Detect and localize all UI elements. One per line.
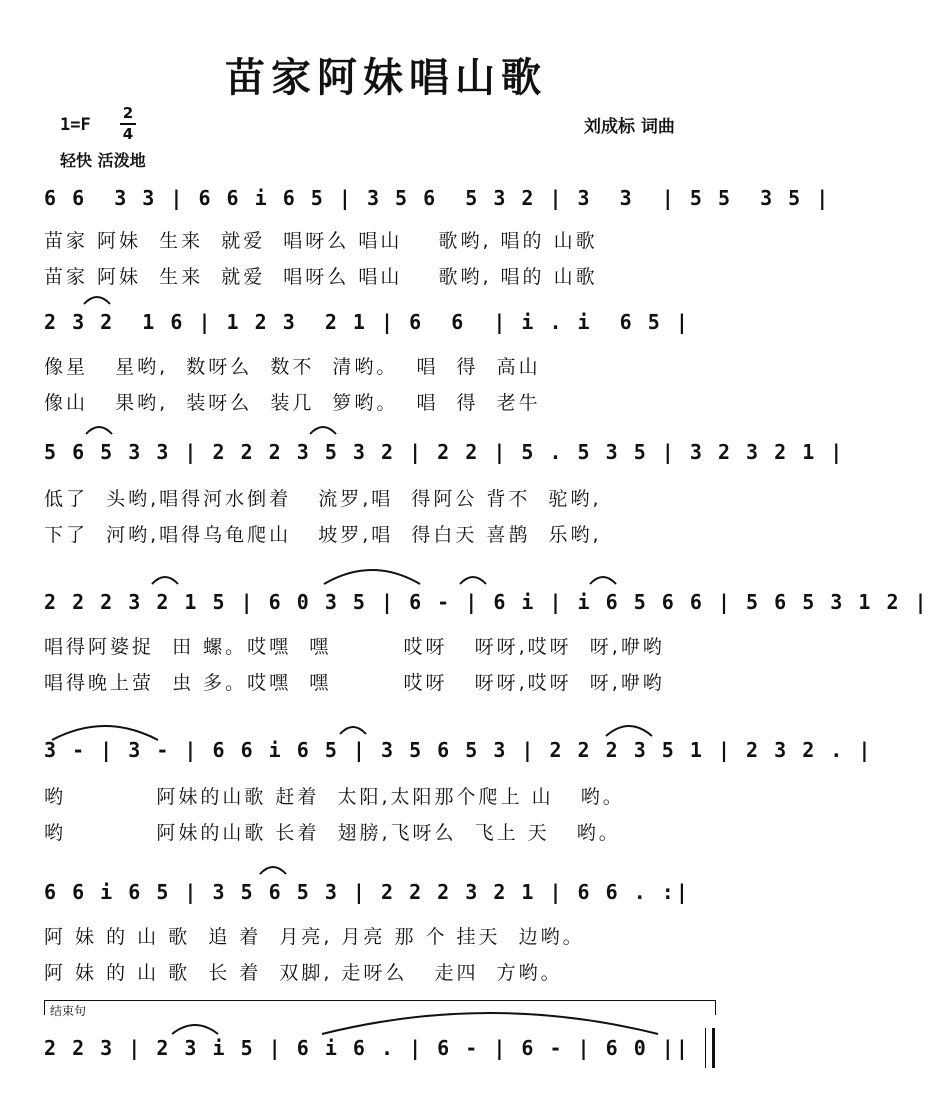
- lyric-line-5b: 哟 阿妹的山歌 长着 翅膀,飞呀么 飞上 天 哟。: [44, 822, 621, 844]
- lyric-line-4b: 唱得晚上萤 虫 多。哎嘿 嘿 哎呀 呀呀,哎呀 呀,咿哟: [44, 672, 665, 694]
- slur-arc: [170, 1018, 220, 1036]
- slur-arc: [150, 570, 180, 586]
- slur-arc: [338, 720, 368, 736]
- time-sig-top: 2: [122, 104, 134, 122]
- lyric-line-6b: 阿 妹 的 山 歌 长 着 双脚, 走呀么 走四 方哟。: [44, 962, 563, 984]
- lyric-line-2b: 像山 果哟, 装呀么 装几 箩哟。 唱 得 老牛: [44, 392, 541, 414]
- slur-arc: [82, 290, 112, 306]
- slur-arc: [258, 860, 288, 876]
- song-title: 苗家阿妹唱山歌: [225, 55, 547, 101]
- lyric-line-3b: 下了 河哟,唱得乌龟爬山 坡罗,唱 得白天 喜鹊 乐哟,: [44, 524, 602, 546]
- slur-arc: [604, 718, 654, 738]
- lyric-line-5a: 哟 阿妹的山歌 赶着 太阳,太阳那个爬上 山 哟。: [44, 786, 625, 808]
- tie-arc: [322, 562, 422, 586]
- key-signature: 1=F: [60, 115, 91, 135]
- time-sig-bottom: 4: [122, 125, 134, 143]
- lyric-line-4a: 唱得阿婆捉 田 螺。哎嘿 嘿 哎呀 呀呀,哎呀 呀,咿哟: [44, 636, 665, 658]
- slur-arc: [308, 420, 338, 436]
- notation-line-3: 5 6 5 3 3 | 2 2 2 3 5 3 2 | 2 2 | 5 . 5 3 5 | 3 2 3 2 1 |: [44, 440, 845, 464]
- lyric-line-3a: 低了 头哟,唱得河水倒着 流罗,唱 得阿公 背不 驼哟,: [44, 488, 602, 510]
- slur-arc: [84, 420, 114, 436]
- slur-arc: [458, 570, 488, 586]
- lyric-line-1a: 苗家 阿妹 生来 就爱 唱呀么 唱山 歌哟, 唱的 山歌: [44, 230, 598, 252]
- composer-credit: 刘成标 词曲: [584, 117, 675, 137]
- notation-line-7: 2 2 3 | 2 3 i 5 | 6 i 6 . | 6 - | 6 - | 6 0 ||: [44, 1036, 690, 1060]
- lyric-line-1b: 苗家 阿妹 生来 就爱 唱呀么 唱山 歌哟, 唱的 山歌: [44, 266, 598, 288]
- time-signature: [118, 104, 138, 144]
- notation-line-1: 6 6 3 3 | 6 6 i 6 5 | 3 5 6 5 3 2 | 3 3 | 5 5 3 5 |: [44, 186, 831, 210]
- notation-line-5: 3 - | 3 - | 6 6 i 6 5 | 3 5 6 5 3 | 2 2 2 3 5 1 | 2 3 2 . |: [44, 738, 873, 762]
- lyric-line-6a: 阿 妹 的 山 歌 追 着 月亮, 月亮 那 个 挂天 边哟。: [44, 926, 585, 948]
- ending-label: 结束句: [50, 1004, 87, 1018]
- final-barline-thin: [705, 1028, 706, 1068]
- tempo-marking: 轻快 活泼地: [60, 151, 146, 170]
- slur-arc: [588, 570, 618, 586]
- notation-line-4: 2 2 2 3 2 1 5 | 6 0 3 5 | 6 - | 6 i | i 6 5 6 6 | 5 6 5 3 1 2 |: [44, 590, 929, 614]
- notation-line-2: 2 3 2 1 6 | 1 2 3 2 1 | 6 6 | i . i 6 5 |: [44, 310, 690, 334]
- final-barline: [712, 1028, 715, 1068]
- notation-line-6: 6 6 i 6 5 | 3 5 6 5 3 | 2 2 2 3 2 1 | 6 6 . :|: [44, 880, 690, 904]
- lyric-line-2a: 像星 星哟, 数呀么 数不 清哟。 唱 得 高山: [44, 356, 541, 378]
- tie-arc: [320, 1006, 660, 1036]
